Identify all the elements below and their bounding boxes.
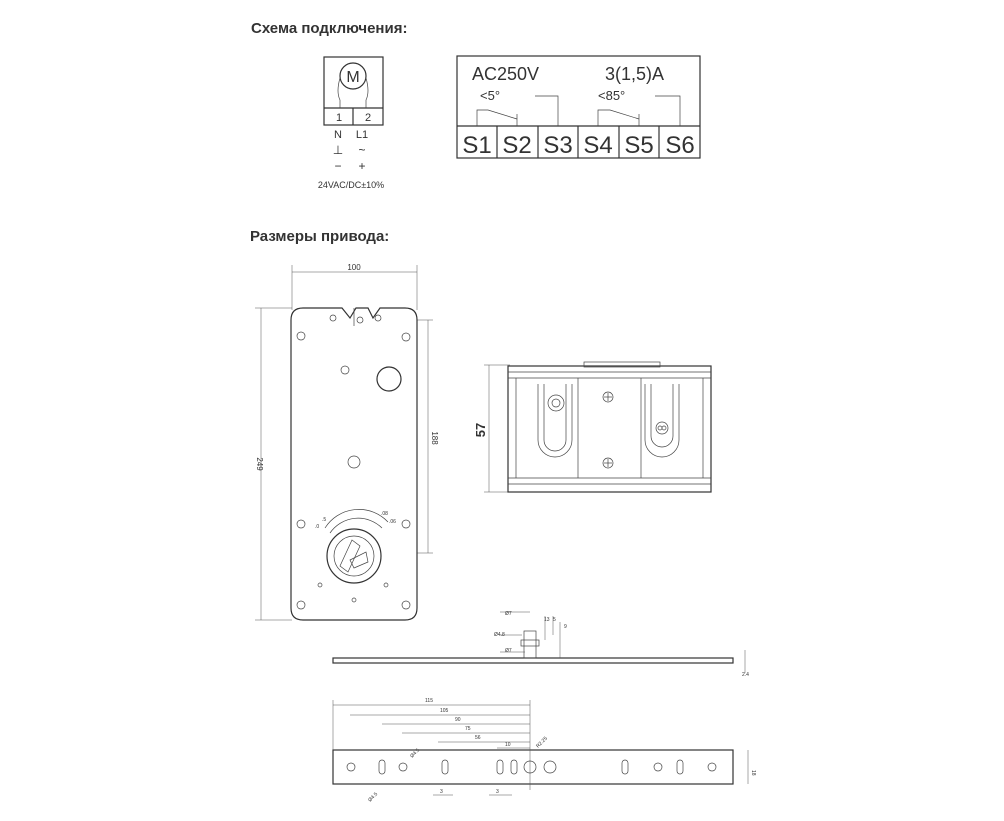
actuator-front-view [255,263,439,620]
bracket-dim-shaft: Ø4.8 [494,632,505,638]
motor-symbol: M [346,69,360,86]
wire-label-n: N [334,129,342,141]
motor-wiring-diagram [318,57,384,190]
switch1-angle: <5° [480,88,501,103]
screw-icon [656,422,668,434]
bracket-dim-hole-2: Ø4.5 [367,791,380,804]
switch-current-rating: 3(1,5)A [605,64,665,84]
switch2-angle: <85° [598,88,626,103]
bracket-dim-width: 18 [750,770,756,776]
scale-mark-0: .0 [315,524,320,530]
bracket-dim-thickness: 2.4 [742,672,749,678]
terminal-s5: S5 [624,132,654,159]
wiring-heading: Схема подключения: [251,20,408,37]
ground-symbol: ⊥ [332,143,344,157]
bracket-side-view [333,611,749,678]
terminal-s4: S4 [583,132,613,159]
bracket-dim-5: 5 [553,617,556,623]
bracket-dim-hole: Ø4.5 [409,747,422,760]
switch-voltage-rating: AC250V [472,64,540,84]
dimensions-heading: Размеры привода: [250,228,390,245]
bracket-dim-radius: R2.25 [535,735,549,750]
bracket-dim-13: 13 [544,617,550,623]
terminal-s2: S2 [502,132,532,159]
screw-icon [603,392,613,402]
motor-terminal-1: 1 [335,112,343,124]
ac-symbol: ~ [358,143,366,157]
bracket-dim-9: 9 [564,624,567,630]
bracket-dim-115: 115 [425,698,433,704]
auxiliary-switches-diagram [457,56,700,159]
minus-symbol: − [334,159,342,173]
scale-mark-05: .5 [322,517,327,523]
bracket-dim-3a: 3 [440,789,443,795]
bracket-dim-56: 56 [475,735,481,741]
wire-label-l1: L1 [355,129,369,141]
plus-symbol: + [358,159,366,173]
bracket-dim-90: 90 [455,717,461,723]
screw-icon [603,458,613,468]
motor-terminal-2: 2 [364,112,372,124]
bracket-dim-pin: Ø7 [505,611,512,617]
bracket-plan-view [333,698,756,803]
width-dimension: 100 [347,263,361,272]
bracket-dim-75: 75 [465,726,471,732]
terminal-s1: S1 [462,132,492,159]
depth-dimension: 57 [473,422,488,438]
terminal-s3: S3 [543,132,573,159]
bracket-dim-105: 105 [440,708,449,714]
height-dimension: 249 [255,457,264,471]
bracket-dim-3b: 3 [496,789,499,795]
inner-height-dimension: 188 [430,431,439,445]
scale-mark-06: .06 [389,519,396,525]
bracket-dim-collar: Ø7 [505,648,512,654]
bracket-dim-10: 10 [505,742,511,748]
supply-voltage: 24VAC/DC±10% [317,180,385,190]
screw-icon [548,395,564,411]
scale-mark-08: .08 [381,511,388,517]
terminal-s6: S6 [665,132,695,159]
actuator-side-view [473,362,711,492]
